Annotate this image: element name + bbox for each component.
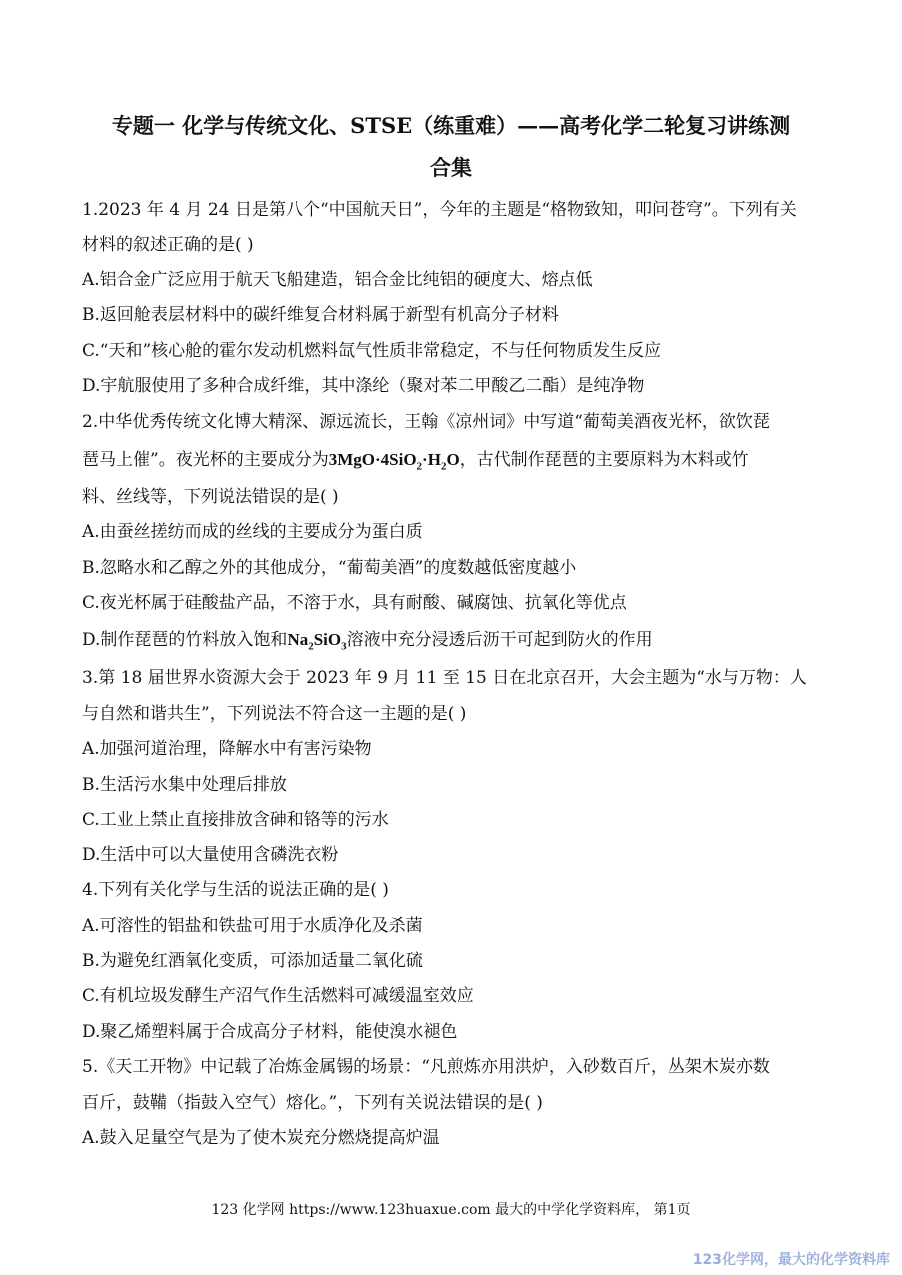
chemical-formula: $Na_2SiO_3$ [287, 630, 347, 653]
q3-option-d: D.生活中可以大量使用含磷洗衣粉 [82, 845, 339, 865]
site-watermark: 123化学网，最大的化学资料库 [692, 1252, 890, 1268]
page-footer: 123 化学网 https://www.123huaxue.com 最大的中学化学资料库， 第1页 [211, 1202, 691, 1218]
q1-stem-line2: 材料的叙述正确的是( ) [82, 235, 254, 255]
q5-stem-line2: 百斤，鼓鞴（指鼓入空气）熔化。”，下列有关说法错误的是( ) [82, 1093, 543, 1113]
q2-stem-line2 [82, 448, 822, 478]
q3-stem-line2: 与自然和谐共生”，下列说法不符合这一主题的是( ) [82, 704, 467, 724]
q2-stem-text-cont: ，古代制作琵琶的主要原料为木料或竹 [459, 450, 749, 470]
q1-option-d: D.宇航服使用了多种合成纤维，其中涤纶（聚对苯二甲酸乙二酯）是纯净物 [82, 376, 645, 396]
q5-stem-line1: 5.《天工开物》中记载了冶炼金属锡的场景：“凡煎炼亦用洪炉，入砂数百斤，丛架木炭亦数 [82, 1057, 770, 1077]
q3-option-a: A.加强河道治理，降解水中有害污染物 [82, 739, 372, 759]
q3-option-c: C.工业上禁止直接排放含砷和铬等的污水 [82, 810, 389, 830]
q4-option-d: D.聚乙烯塑料属于合成高分子材料，能使溴水褪色 [82, 1022, 458, 1042]
q2-stem-line3: 料、丝线等，下列说法错误的是( ) [82, 487, 339, 507]
q1-option-b: B.返回舱表层材料中的碳纤维复合材料属于新型有机高分子材料 [82, 305, 559, 325]
q5-option-a: A.鼓入足量空气是为了使木炭充分燃烧提高炉温 [82, 1128, 440, 1148]
chemical-formula: $3MgO\cdot 4SiO_2\cdot H_2O$ [328, 450, 460, 473]
q1-option-c: C.“天和”核心舱的霍尔发动机燃料氙气性质非常稳定，不与任何物质发生反应 [82, 341, 662, 361]
q2-option-c: C.夜光杯属于硅酸盐产品，不溶于水，具有耐酸、碱腐蚀、抗氧化等优点 [82, 593, 627, 613]
q3-stem-line1: 3.第 18 届世界水资源大会于 2023 年 9 月 11 至 15 日在北京召开，大会主题为“水与万物：人 [82, 668, 807, 688]
q4-option-c: C.有机垃圾发酵生产沼气作生活燃料可减缓温室效应 [82, 986, 474, 1006]
q3-option-b: B.生活污水集中处理后排放 [82, 775, 287, 795]
q2-option-d: D.制作琵琶的竹料放入饱和$Na_2SiO_3$溶液中充分浸透后沥干可起到防火的作用 [82, 630, 653, 653]
q2-option-a: A.由蚕丝搓纺而成的丝线的主要成分为蛋白质 [82, 522, 423, 542]
q4-option-a: A.可溶性的铝盐和铁盐可用于水质净化及杀菌 [82, 916, 423, 936]
q4-option-b: B.为避免红酒氧化变质，可添加适量二氧化硫 [82, 951, 423, 971]
q2-option-b: B.忽略水和乙醇之外的其他成分，“葡萄美酒”的度数越低密度越小 [82, 558, 577, 578]
document-title-continued: 合集 [430, 155, 472, 180]
document-title: 专题一 化学与传统文化、STSE（练重难）——高考化学二轮复习讲练测 [111, 113, 791, 138]
q4-stem-line1: 4.下列有关化学与生活的说法正确的是( ) [82, 880, 389, 900]
q2-stem-line1: 2.中华优秀传统文化博大精深、源远流长，王翰《凉州词》中写道“葡萄美酒夜光杯，欲饮琵 [82, 412, 770, 432]
q2-stem-text: 琶马上催”。夜光杯的主要成分为 [82, 450, 329, 470]
q1-option-a: A.铝合金广泛应用于航天飞船建造，铝合金比纯铝的硬度大、熔点低 [82, 270, 593, 290]
q1-stem-line1: 1.2023 年 4 月 24 日是第八个“中国航天日”，今年的主题是“格物致知，叩问苍穹”。下列有关 [82, 200, 797, 220]
